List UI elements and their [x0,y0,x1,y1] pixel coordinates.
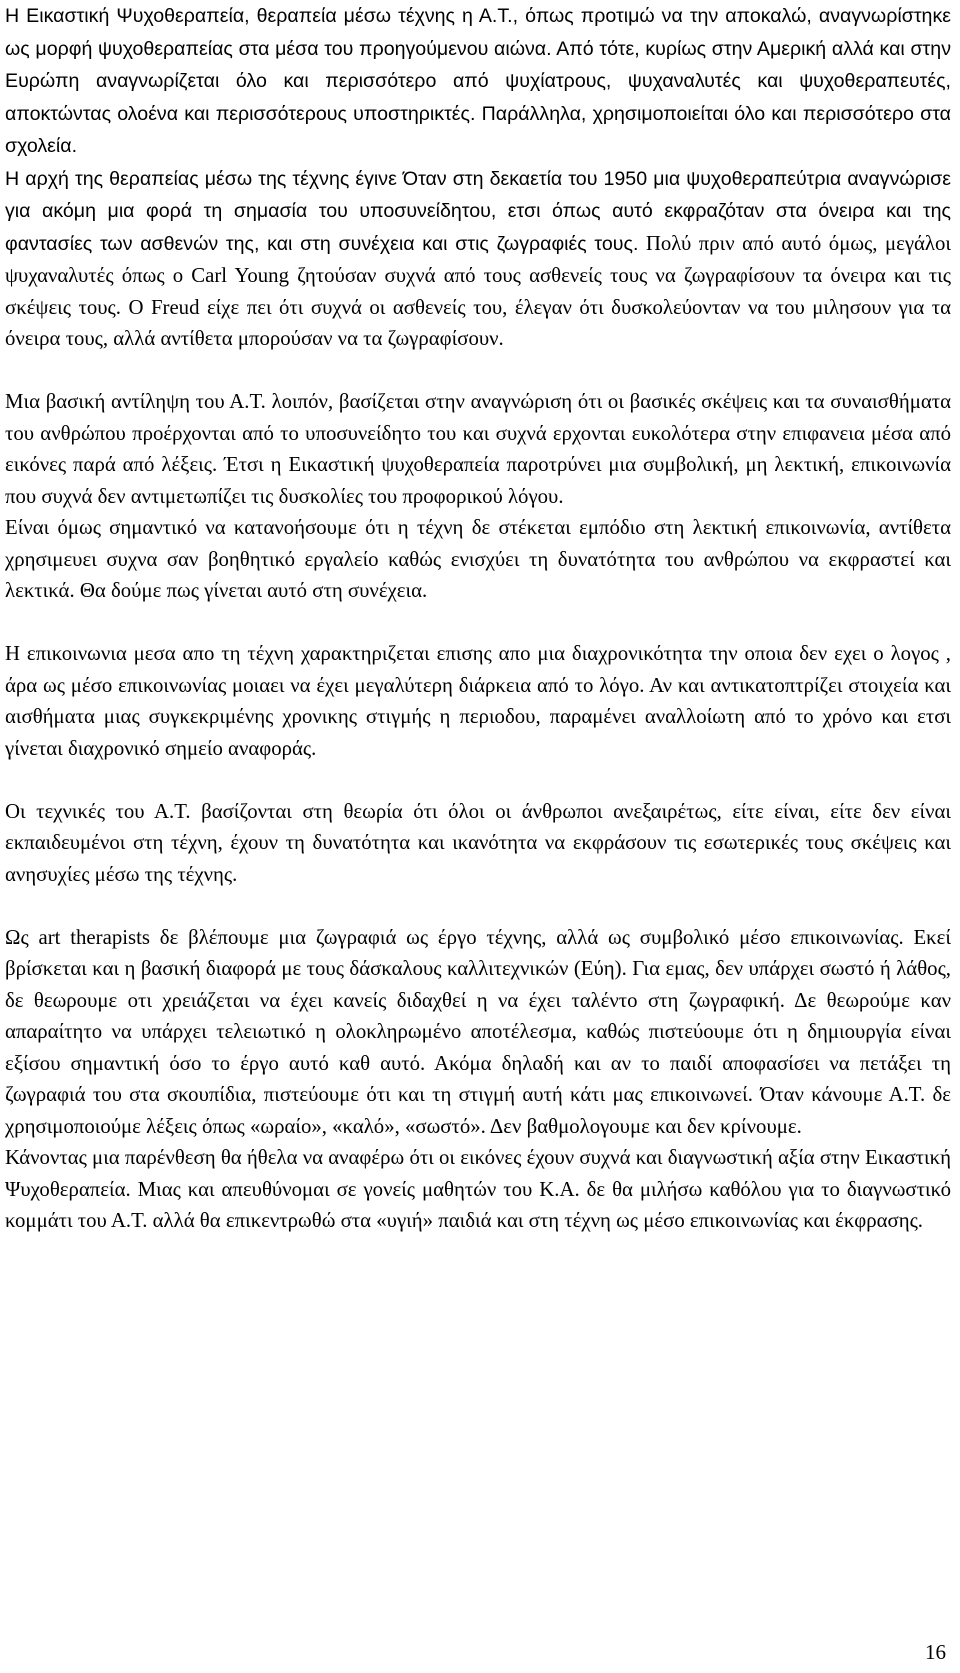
paragraph-diagnostic: Κάνοντας μια παρένθεση θα ήθελα να αναφέρω ότι οι εικόνες έχουν συχνά και διαγνωστική αξία στην Εικαστική Ψυχοθεραπεία. Μιας και απευθύνομαι σε γονείς μαθητών του Κ.Α. δε θα μιλήσω καθόλου για το διαγνωστικό κομμάτι του Α.Τ. αλλά θα επικεντρωθώ στα «υγιή» παιδιά και στη τέχνη ως μέσο επικοινωνίας και έκφρασης. [5,1146,951,1232]
paragraph-basic-concept: Μια βασική αντίληψη του Α.Τ. λοιπόν, βασίζεται στην αναγνώριση ότι οι βασικές σκέψεις και τα συναισθήματα του ανθρώπου προέρχονται από το υποσυνείδητο του και συχνά ερχονται ευκολότερα στην επιφανεια μέσα από εικόνες παρά από λέξεις. Έτσι η Εικαστική ψυχοθεραπεία παροτρύνει μια συμβολική, μη λεκτική, επικοινωνία που συχνά δεν αντιμετωπίζει τις δυσκολίες του προφορικού λόγου. [5,390,951,508]
body-text [5,0,951,1237]
paragraph-gap [5,607,951,639]
paragraph-art-therapists: Ως art therapists δε βλέπουμε μια ζωγραφιά ως έργο τέχνης, αλλά ως συμβολικό μέσο επικοινωνίας. Εκεί βρίσκεται και η βασική διαφορά με τους δάσκαλους καλλιτεχνικών (Εύη). Για εμας, δεν υπάρχει σωστό ή λάθος, δε θεωρουμε οτι χρειάζεται να έχει κανείς διδαχθεί η να έχει ταλέντο στη ζωγραφική. Δε θεωρούμε καν απαραίτητο να υπάρχει τελειωτικό η ολοκληρωμένο αποτέλεσμα, καθώς πιστεύουμε ότι η δημιουργία είναι εξίσου σημαντική όσο το έργο αυτό καθ αυτό. Ακόμα δηλαδή και αν το παιδί αποφασίσει να πετάξει τη ζωγραφιά του στα σκουπίδια, πιστεύουμε ότι και τη στιγμή αυτή κάτι μας επικοινωνεί. Όταν κάνουμε Α.Τ. δε χρησιμοποιούμε λέξεις όπως «ωραίο», «καλό», «σωστό». Δεν βαθμολογουμε και δεν κρίνουμε. [5,925,951,1138]
paragraph-gap [5,890,951,922]
paragraph-intro-text: Η Εικαστική Ψυχοθεραπεία, θεραπεία μέσω τέχνης η Α.Τ., όπως προτιμώ να την αποκαλώ, αναγνωρίστηκε ως μορφή ψυχοθεραπείας στα μέσα του προηγούμενου αιώνα. Από τότε, κυρίως στην Αμερική αλλά και στην Ευρώπη αναγνωρίζεται όλο και περισσότερο από ψυχίατρους, ψυχαναλυτές και ψυχοθεραπευτές, αποκτώντας ολοένα και περισσότερους υποστηρικτές. [5,5,951,125]
paragraph-intro [5,0,951,163]
paragraph-origin-text: Η αρχή της θεραπείας μέσω της τέχνης έγινε Όταν στη δεκαετία του 1950 μια ψυχοθεραπεύτρια αναγνώρισε για ακόμη μια φορά τη σημασία του υποσυνείδητου, ετσι όπως αυτό εκφραζόταν στα όνειρα και της φαντασίες των ασθενών της, και στη συνέχεια και στις ζωγραφιές τους. [5,167,951,255]
paragraph-verbal-communication: Είναι όμως σημαντικό να κατανοήσουμε ότι η τέχνη δε στέκεται εμπόδιο στη λεκτική επικοινωνία, αντίθετα χρησιμευει συχνα σαν βοηθητικό εργαλείο καθώς ενισχύει τη δυνατότητα του ανθρώπου να εκφραστεί και λεκτικά. Θα δούμε πως γίνεται αυτό στη συνέχεια. [5,516,951,602]
paragraph-gap [5,355,951,387]
paragraph-techniques: Οι τεχνικές του Α.Τ. βασίζονται στη θεωρία ότι όλοι οι άνθρωποι ανεξαιρέτως, είτε είναι, είτε δεν είναι εκπαιδευμένοι στη τέχνη, έχουν τη δυνατότητα και ικανότητα να εκφράσουν τις εσωτερικές τους σκέψεις και ανησυχίες μέσω της τέχνης. [5,799,951,886]
paragraph-intro-schools: Παράλληλα, χρησιμοποιείται όλο και περισσότερο στα σχολεία. [5,102,951,157]
paragraph-timelessness: Η επικοινωνια μεσα απο τη τέχνη χαρακτηριζεται επισης απο μια διαχρονικότητα την οποια δεν εχει ο λογος , άρα ως μέσο επικοινωνίας μοιαει να έχει μεγαλύτερη διάρκεια από το λόγο. Αν και αντικατοπτρίζει στοιχεία και αισθήματα μιας συγκεκριμένης χρονικης στιγμής η περιοδου, παραμένει αναλλοίωτη από το χρόνο και ετσι γίνεται διαχρονικό σημείο αναφοράς. [5,642,951,760]
page-number: 16 [925,1640,946,1664]
paragraph-gap [5,764,951,796]
paragraph-origin [5,163,951,355]
paragraph-origin-freud: Πολύ πριν από αυτό όμως, μεγάλοι ψυχαναλυτές όπως ο Carl Young ζητούσαν συχνά από τους ασθενείς τους να ζωγραφίσουν τα όνειρα και τις σκέψεις τους. Ο Freud είχε πει ότι συχνά οι ασθενείς του, έλεγαν ότι δυσκολεύονταν να του μιλησουν για τα όνειρα τους, αλλά αντίθετα μπορούσαν να τα ζωγραφίσουν. [5,231,951,350]
